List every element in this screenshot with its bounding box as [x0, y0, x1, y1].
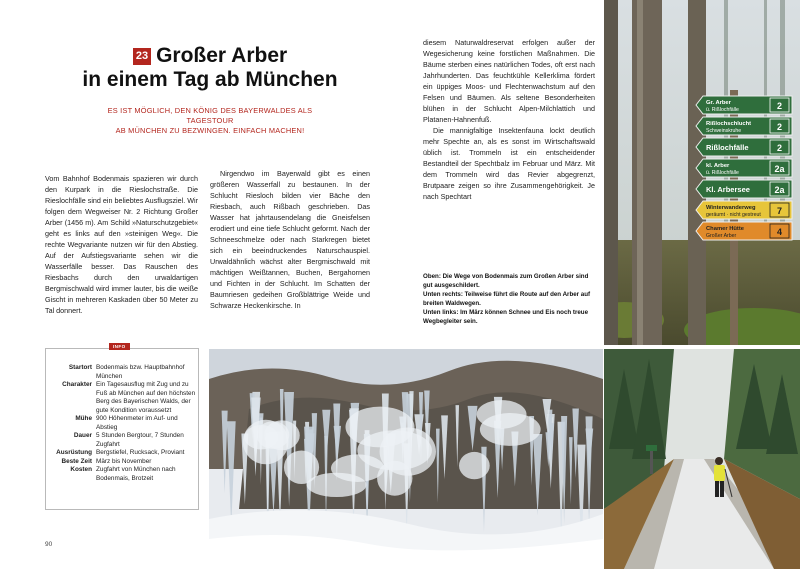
info-value: Bergstiefel, Rucksack, Proviant — [96, 449, 185, 456]
tour-number-badge: 23 — [133, 48, 151, 65]
info-table — [50, 364, 196, 483]
sign-subtext: Schweinskruhe — [706, 128, 742, 134]
subtitle-line-1: ES IST MÖGLICH, DEN KÖNIG DES BAYERWALDES ALS TAGESTOUR — [107, 106, 313, 125]
body-paragraph: diesem Naturwaldreservat erfolgen außer der Wegesicherung keine forstlichen Maßnahmen. Die Bäume sterben eines natürlichen Todes, oft erst nach Jahrhunderten. Das feuchtkühle Kellerklima fördert ein üppiges Moos- und Flechtenwachstum auf den Felsen und Bäumen. Als seltene Besonderheiten blühen in der Schlucht Alpen-Milchlattich und Platanen-Hahnenfuß. — [423, 38, 595, 124]
sign-text: Gr. Arber — [706, 100, 731, 106]
icicle-photo-svg — [209, 349, 603, 569]
info-row — [50, 381, 196, 415]
info-label: Ausrüstung — [56, 449, 92, 456]
sign-subtext: geräumt · nicht gestreut — [706, 212, 761, 218]
info-row — [50, 415, 196, 432]
info-label: Beste Zeit — [61, 457, 92, 465]
subtitle-line-2: AB MÜNCHEN ZU BEZWINGEN. EINFACH MACHEN! — [115, 126, 305, 135]
caption-line: Unten rechts: Teilweise führt die Route auf den Arber auf breiten Waldwegen. — [423, 291, 591, 307]
sign-number: 2 — [776, 143, 783, 153]
subtitle — [90, 106, 330, 136]
sign-subtext: ü. Rißlochfälle — [706, 170, 739, 176]
info-value: Zugfahrt von München nach Bodenmais, Brotzeit — [96, 466, 176, 482]
sign-number: 7 — [776, 206, 783, 216]
signpost-sign — [696, 138, 792, 156]
info-row — [50, 458, 196, 467]
photo-caption — [423, 272, 599, 326]
sign-number: 4 — [776, 227, 783, 237]
sign-text: kl. Arber — [706, 163, 730, 169]
signpost-signs — [696, 96, 792, 240]
info-label: Startort — [68, 364, 92, 371]
signpost-sign — [696, 222, 792, 240]
signpost-sign — [696, 159, 792, 177]
sign-subtext: ü. Rißlochfälle — [706, 107, 739, 113]
body-paragraph: Vom Bahnhof Bodenmais spazieren wir durch den Kurpark in die Rieslochstraße. Die Rieslochfälle sind ein beliebtes Ausflugsziel. Wir folgen dem Wegweiser Nr. 2 Richtung Großer Arber (1456 m). Am Schild »Naturschutzgebiet« geht es links auf den »steinigen Weg«. Die rechte Wegvariante nutzen wir für den Abstieg. Auf der Aufstiegsvariante sehen wir die Wasserfälle besser. Das Rauschen des Riesbachs durch den urwaldartigen Bergmischwald wird immer lauter, bis die weiße Gischt in mehreren Kaskaden über 50 Meter zu Tal donnert. — [45, 174, 199, 315]
info-label: Mühe — [75, 415, 92, 422]
signpost-sign — [696, 96, 792, 114]
title-line-1 — [70, 44, 350, 68]
caption-line: Oben: Die Wege von Bodenmais zum Großen Arber sind gut ausgeschildert. — [423, 273, 589, 289]
body-column-1 — [45, 173, 198, 316]
sign-number: 2a — [774, 185, 785, 195]
sign-text: Kl. Arbersee — [706, 185, 750, 194]
info-value: März bis November — [96, 457, 152, 465]
sign-text: Winterwanderweg — [706, 205, 756, 211]
info-label: Dauer — [73, 432, 92, 439]
body-column-3 — [423, 37, 595, 202]
info-value: 900 Höhenmeter im Auf- und Abstieg — [96, 415, 178, 431]
title-text-1: Großer Arber — [156, 44, 288, 67]
info-tag: INFO — [109, 343, 130, 350]
road-photo-svg — [604, 349, 800, 569]
sign-subtext: Großer Arber — [706, 233, 737, 239]
info-value: Bodenmais bzw. Hauptbahnhof München — [96, 364, 185, 380]
signpost-photo-svg — [604, 0, 800, 345]
page-number: 90 — [45, 541, 53, 548]
info-row — [50, 432, 196, 449]
sign-text: Rißlochfälle — [706, 143, 749, 152]
info-row — [50, 466, 196, 483]
sign-number: 2 — [776, 101, 783, 111]
sign-number: 2a — [774, 164, 785, 174]
body-column-2 — [210, 168, 370, 311]
signpost-sign — [696, 201, 792, 219]
photo-hiker-road — [604, 349, 800, 569]
info-label: Charakter — [62, 381, 92, 388]
signpost-sign — [696, 180, 792, 198]
photo-signpost — [604, 0, 800, 345]
page-title — [70, 44, 350, 92]
caption-line: Unten links: Im März können Schnee und Eis noch treue Wegbegleiter sein. — [423, 309, 589, 325]
info-value: 5 Stunden Bergtour, 7 Stunden Zugfahrt — [96, 432, 184, 448]
info-row — [50, 364, 196, 381]
info-row — [50, 449, 196, 458]
title-line-2: in einem Tag ab München — [82, 68, 338, 91]
body-paragraph: Nirgendwo im Bayerwald gibt es einen größeren Wasserfall zu bestaunen. In der Schlucht Riesloch bilden vier Bäche den Riesbach, auch Rißbach geschrieben. Das Wasser hat jahrtausendelang die Gneisfelsen erodiert und eine tiefe Schlucht geformt. Nach der Schneeschmelze oder nach Starkregen bietet sich ein beeindruckendes Naturschauspiel. Urwaldähnlich wächst alter Bergmischwald mit mächtigen Weißtannen, Buchen, Bergahornen und Fichten in der Schlucht. Im Schatten der Baumriesen gedeihen Großblättrige Weide und Schwarze Heckenkirsche. In — [210, 169, 370, 310]
photo-icicles — [209, 349, 603, 569]
info-value: Ein Tagesausflug mit Zug und zu Fuß ab München auf den höchsten Berg des Bayerischen Walds, der gute Kondition voraussetzt — [96, 381, 196, 414]
sign-number: 2 — [776, 122, 783, 132]
sign-text: Rißlochschlucht — [706, 121, 752, 127]
sign-text: Chamer Hütte — [706, 226, 745, 232]
info-label: Kosten — [70, 466, 92, 473]
info-box — [45, 348, 199, 510]
signpost-sign — [696, 117, 792, 135]
body-paragraph: Die mannigfaltige Insektenfauna lockt deutlich mehr Spechte an, als es sonst im Wirtschaftswald üblich ist. Trommeln ist ein entscheidender Bestandteil der Spechtbalz im Februar und März. Mit dem Trommeln wird das Revier abgegrenzt, Brutpaare zeigen so ihre Zusammengehörigkeit. Je nach Spechtart — [423, 126, 595, 201]
